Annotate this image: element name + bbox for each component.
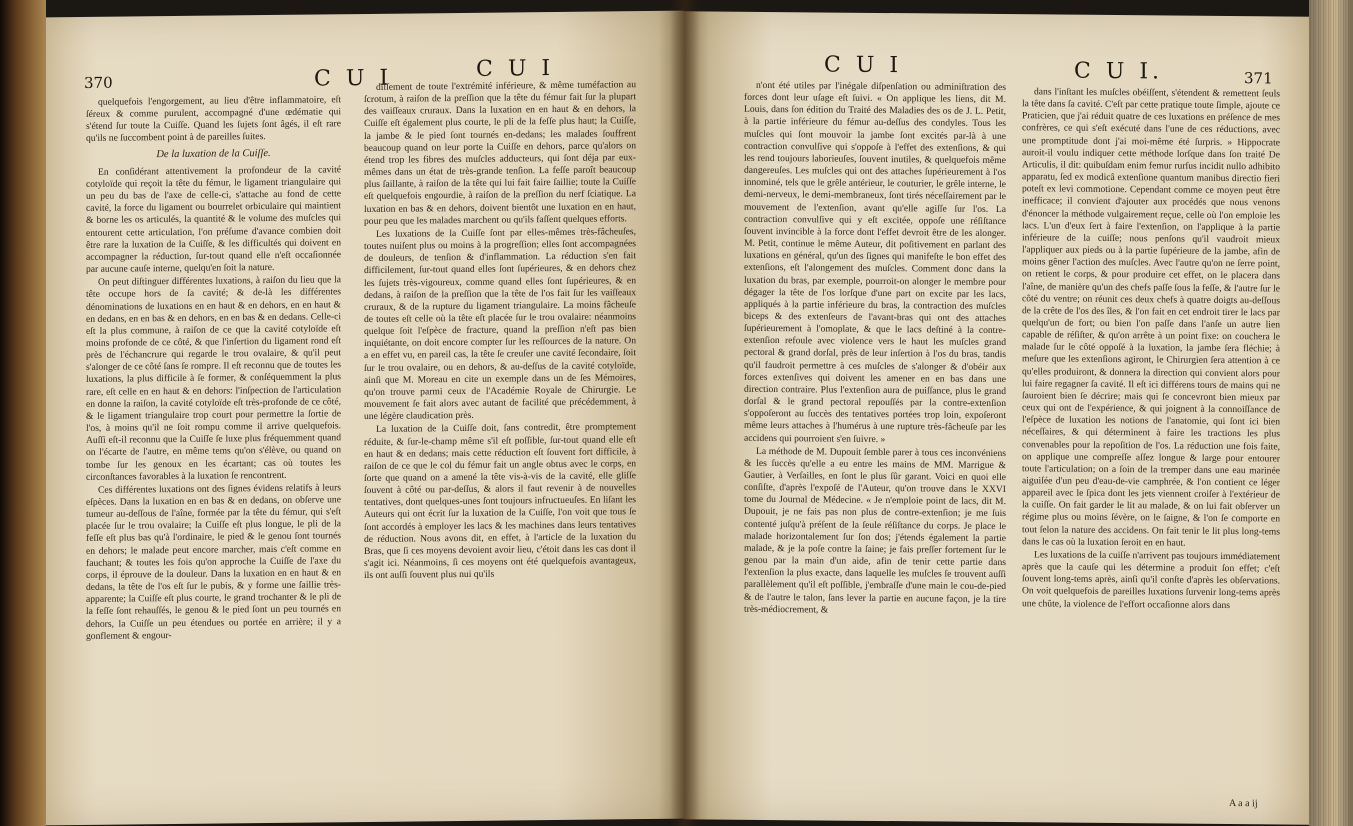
paragraph: Les luxations de la Cuiſſe ſont par elles-mêmes très-fâcheuſes, toutes nuiſent plus ou moins à la progreſſion; elles ſont accompagnées de douleurs, de tenſion & d'inflammation. La réduction s'en fait difficilement, ſur-tout quand elles ſont ſupérieures, & en dehors chez les ſujets très-vigoureux, comme quand elles ſont ſupérieures, & en dedans, à raiſon de la preſſion que la tête de l'os fait ſur les vaiſſeaux cruraux, & de la rupture du ligament triangulaire. La moins fâcheuſe de toutes eſt celle où la tête eſt placée ſur le trou ovalaire: néanmoins quelque ſoit l'eſpèce de fracture, quand la preſſion n'eſt pas bien inquiétante, on doit encore compter ſur les reſſources de la nature. On a en effet vu, en pareil cas, la tête ſe creuſer une cavité ſecondaire, ſoit ſur le trou ovalaire, ou en dehors, & au-deſſus de la cavité cotyloïde, ainſi que M. Moreau en cite un exemple dans un de ſes Mémoires, qu'on trouve parmi ceux de l'Académie Royale de Chirurgie. Le mouvement ſe fait alors avec autant de facilité que précédemment, à une légère claudication près. <box>364 226 636 423</box>
left-page-column-1 <box>86 94 341 797</box>
book-edge-shade <box>1309 0 1353 826</box>
paragraph: La méthode de M. Dupouit ſemble parer à tous ces inconvéniens & les ſuccès qu'elle a eu entre les mains de MM. Marrigue & Gautier, à Verſailles, en ſont le plus ſûr garant. Voici en quoi elle conſiſte, d'après l'expoſé de l'Auteur, qu'on trouve dans le XXVI tome du Journal de Médecine. « Je n'emploie point de lacs, dit M. Dupouit, je ne fais pas non plus de contre-extenſion; je me ſuis contenté juſqu'à préſent de la ſeule réſiſtance du corps. Je place le malade horizontalement ſur ſon dos; j'étends également la partie malade, & je la poſe contre la ſaine; je fais preſſer fortement ſur le genou par la main d'un aide, afin de tenir cette partie dans l'extenſion la plus exacte, dans laquelle les muſcles ſe trouvent auſſi parallèlement qu'il eſt poſſible, j'embraſſe d'une main le cou-de-pied & de l'autre le talon, ſans lever la partie en aucune façon, je la tire très-médiocrement, & <box>744 445 1006 616</box>
left-page <box>46 11 684 826</box>
running-head-right-col2: C U I. <box>1074 58 1164 85</box>
right-page-column-2 <box>1022 86 1280 788</box>
paragraph: La luxation de la Cuiſſe doit, ſans contredit, être promptement réduite, & ſur-le-champ même s'il eſt poſſible, ſur-tout quand elle eſt en haut & en dedans; mais cette réduction eſt ſouvent fort difficile, à raiſon de ce que le col du fémur fait un angle obtus avec le corps, en ſorte que quand on a amené la tête vis-à-vis de la cavité, elle gliſſe ſouvent à côté ou par-deſſus, & alors il faut revenir à de nouvelles tentatives, dont quelques-unes ſont toujours infructueuſes. En liſant les Auteurs qui ont écrit ſur la luxation de la Cuiſſe, l'on voit que tous ſe ſont accordés à employer les lacs & les machines dans leurs tentatives de réduction. Nous avons dit, en effet, à l'article de la luxation du Bras, que ſi ces moyens devoient avoir lieu, c'étoit dans les cas dont il s'agit ici. Néanmoins, ſi ces moyens ont été quelquefois avantageux, ils ont auſſi ſouvent plus nui qu'ils <box>364 421 636 582</box>
book-edge-left <box>0 0 46 826</box>
running-head-right-col1: C U I <box>824 52 903 79</box>
left-page-header <box>84 69 113 97</box>
paragraph: quelquefois l'engorgement, au lieu d'être inflammatoire, eſt ſéreux & comme purulent, accompagné d'une œdématie qui s'étend ſur toute la Cuiſſe. Quand les ſujets ſont âgés, il eſt rare qu'ils ne ſuccombent point à de pareilles ſuites. <box>86 94 341 145</box>
left-page-column-2 <box>364 79 636 782</box>
running-head-left: C U I <box>314 65 393 92</box>
running-head-left-col2: C U I <box>476 56 555 82</box>
paragraph: n'ont été utiles par l'inégale diſpenſation ou adminiſtration des forces dont leur uſage eſt ſuivi. « On applique les liens, dit M. Louis, dans ſon édition du Traité des Maladies des os de J. L. Petit, à la partie inférieure du fémur au-deſſus des condyles. Tous les muſcles qui ſont mouvoir la jambe ſont excités par-là à une contraction convulſive qui s'oppoſe à l'effet des extenſions, & qui les rend toujours laborieuſes, ſouvent inutiles, & quelquefois même dangereuſes. Les muſcles qui ont des attaches ſupérieurement à l'os innominé, tels que le grêle antérieur, le couturier, le grêle interne, le demi-nerveux, le demi-membraneux, ſont tirés néceſſairement par le mouvement de l'extenſion, avant qu'elle agiſſe ſur l'os. La contraction convulſive qui y eſt excitée, oppoſe une réſiſtance ſouvent invincible à la force dont l'effet devroit être de les alonger. M. Petit, continue le même Auteur, dit poſitivement en parlant des luxations en général, qu'un des ſignes qui manifeſte le bon effet des extenſions, eſt l'alongement des muſcles. Comment donc dans la luxation du bras, par exemple, pourroit-on alonger le membre pour dégager la tête de l'os lorſque d'une part on excite par les lacs, appliqués à la partie inférieure du bras, la contraction des muſcles biceps & des extenſeurs de l'avant-bras qui ont des attaches ſupérieurement à l'omoplate, & que le lacs deſtiné à la contre-extenſion refoule avec violence vers le haut les muſcles grand pectoral & grand dorſal, près de leur inſertion à l'os du bras, tandis qu'il faudroit permettre à ces muſcles de s'alonger & d'obéir aux forces extenſives qui doivent les amener en en bas dans une direction contraire. Plus l'extenſion aura de puiſſance, plus le grand dorſal & le grand pectoral repouſſés par la contre-extenſion s'oppoſeront au ſuccès des tentatives portées trop loin, expoſeront même leurs attaches à l'humérus à une rupture très-fâcheuſe par les accidens qui pourroient s'en ſuivre. » <box>744 79 1006 445</box>
book-gutter <box>670 0 700 826</box>
paragraph: Les luxations de la cuiſſe n'arrivent pas toujours immédiatement après que la cauſe qui les détermine a produit ſon effet; c'eſt ſouvent long-tems après, ainſi qu'il conſte d'après les obſervations. On voit quelquefois de pareilles luxations ſurvenir long-tems après une chûte, la violence de l'effort occaſionne alors dans <box>1022 549 1280 611</box>
right-page <box>684 11 1310 824</box>
paragraph: Ces différentes luxations ont des ſignes évidens relatifs à leurs eſpèces. Dans la luxation en en bas & en dedans, on obſerve une tumeur au-deſſous de l'aîne, formée par la tête du fémur, qui s'eſt placée ſur le trou ovalaire; la Cuiſſe eſt plus longue, le pli de la feſſe eſt plus bas qu'à l'ordinaire, le pied & le genou ſont tournés en dehors; le malade peut encore marcher, mais c'eſt comme en fauchant; & toutes les fois qu'on approche la Cuiſſe de l'axe du corps, il éprouve de la douleur. Dans la luxation en en haut & en dedans, la tête de l'os eſt ſur le pubis, & y forme une ſaillie très-apparente; la Cuiſſe eſt plus courte, le grand trochanter & le pli de la feſſe ſont rehauſſés, le genou & le pied ſont un peu tournés en dehors, la Cuiſſe un peu étendues ou portée en arrière; il y a gonflement & engour- <box>86 482 341 642</box>
section-heading: De la luxation de la Cuiſſe. <box>156 147 271 160</box>
page-number-right: 371 <box>1244 69 1273 88</box>
catchword: A a a ij <box>1229 798 1258 810</box>
paragraph: diſſement de toute l'extrémité inférieure, & même tuméfaction au ſcrotum, à raiſon de la preſſion que la tête du fémur fait ſur la plupart des vaiſſeaux cruraux. Dans la luxation en en haut & en dehors, la Cuiſſe eſt également plus courte, le pli de la feſſe plus haut; la Cuiſſe, la jambe & le pied ſont tournés en-dedans; les malades ſouffrent beaucoup quand on leur porte la Cuiſſe en dehors, parce qu'alors on étend trop les fibres des muſcles adducteurs, qui ſont déja par eux-mêmes dans un état de très-grande tenſion. La feſſe paroît beaucoup plus ſaillante, à raiſon de la tête qui lui fait faire ſaillie; toute la Cuiſſe eſt quelquefois engourdie, à raiſon de la preſſion du nerf ſciatique. La luxation en bas & en dehors, doivent bientôt une luxation en en haut, pour peu que les malades marchent ou qu'ils faſſent quelques efforts. <box>364 79 636 227</box>
paragraph: En conſidérant attentivement la profondeur de la cavité cotyloïde qui reçoit la tête du fémur, le ligament triangulaire qui un peu du bas de l'axe de celle-ci, s'attache au fond de cette cavité, la force du ligament ou bourrelet orbiculaire qui maintient & borne les os articulés, la quantité & le volume des muſcles qui entourent cette articulation, l'on préſume d'avance combien doit être rare la luxation de la Cuiſſe, & les difficultés qui doivent en accompagner la réduction, ſur-tout quand elle n'eſt occaſionnée par aucune cauſe interne, quelqu'en ſoit la nature. <box>86 164 341 275</box>
right-page-column-1 <box>744 80 1006 782</box>
paragraph: dans l'inſtant les muſcles obéiſſent, s'étendent & remettent ſeuls la tête dans ſa cavité. C'eſt par cette pratique toute ſimple, ajoute ce Praticien, que j'ai réduit quatre de ces luxations en préſence de mes confrères, ce qui s'eſt exécuté dans l'une de ces réductions, avec une promptitude dont j'ai moi-même été ſurpris. » Hippocrate auroit-il voulu indiquer cette méthode lorſque dans ſon traité De Articulis, il dit: quibuſdam enim femur rurſus incidit nullo adhibito apparatu, ſed ex modicâ extenſione quantum manibus directio fieri poteſt ex levi commotione. Cependant comme ce moyen peut être inefficace; il convient d'ajouter aux procédés que nous venons d'énoncer la méthode vulgairement reçue, celle où l'on emploie les lacs. L'un d'eux ſert à faire l'extenſion, on l'applique à la partie inférieure de la cuiſſe; nous penſons qu'il vaudroit mieux l'appliquer aux pieds ou à la partie ſupérieure de la jambe, afin de moins gêner l'action des muſcles. Avec l'autre qu'on ne ſerre point, on retient le corps, & pour produire cet effet, on le placera dans l'aîne, de manière qu'un des chefs paſſe ſous la feſſe, & l'autre ſur le côté du ventre; on réunit ces deux chefs à quatre doigts au-deſſous de la crête de l'os des îles, & l'on fait en cet endroit tirer le lacs par quelqu'un de fort; ou bien l'on paſſe dans l'anſe un autre lien capable de réſiſter, & qu'on arrête à un point fixe: on couchera le malade ſur le côté oppoſé à la luxation, la jambe ſera fléchie; à meſure que les extenſions agiront, le Chirurgien ſera attention à ce qu'elles produiront, & donnera la direction qui convient alors pour lui faire regagner ſa cavité. Il eſt ici différens tours de mains qui ne ſauroient bien ſe décrire; mais qui ſe concevront bien mieux par ceux qui ont de l'expérience, & qui joignent à la connoiſſance de l'eſpèce de luxation les notions de l'anatomie, qui ſont ici bien néceſſaires, & qui déterminent à faire les tractions les plus convenables pour la repoſition de l'os. La réduction une fois faite, on applique une compreſſe aſſez longue & large pour entourer toute l'articulation; on a ſoin de la tremper dans une eau marinée aiguiſée d'un peu d'eau-de-vie camphrée, & l'on contient ce léger appareil avec le ſpica dont les jets viennent croiſer à l'extérieur de la cuiſſe. On fait garder le lit au malade, & on lui fait obſerver un régime plus ou moins ſévère, on le ſaigne, & l'on ſe comporte en tout ſelon la nature des accidens. On fait tenir le lit plus long-tems dans le cas où la luxation ſeroit en en haut. <box>1022 86 1280 549</box>
page-number-left: 370 <box>84 73 113 92</box>
paragraph: On peut diſtinguer différentes luxations, à raiſon du lieu que la tête occupe hors de ſa cavité; & de-là les différentes dénominations de luxations en en haut & en dehors, en en haut & en dedans, en en bas & en dehors, en en bas & en dedans. Celle-ci eſt la plus commune, à raiſon de ce que la cavité cotyloïde eſt moins profonde de ce côté, & que l'inſertion du ligament rond eſt près de l'échancrure qui regarde le trou ovalaire, & qu'il peut s'alonger de ce côté ſans ſe rompre. Il eſt reconnu que de toutes les luxations, la plus difficile à ſe former, & conſéquemment la plus rare, eſt celle en en haut & en dehors: l'inſpection de l'articulation en donne la raiſon, la cavité cotyloïde eſt très-profonde de ce côté, & le ligament triangulaire trop court pour permettre la ſortie de l'os, à moins qu'il ne ſoit rompu comme il arrive quelquefois. Auſſi eſt-il reconnu que la Cuiſſe ſe luxe plus fréquemment quand on l'écarte de l'autre, en même tems qu'on s'élève, ou quand on tombe ſur les genoux en les écartant; cas où toutes les circonſtances favorables à la luxation ſe rencontrent. <box>86 274 341 483</box>
